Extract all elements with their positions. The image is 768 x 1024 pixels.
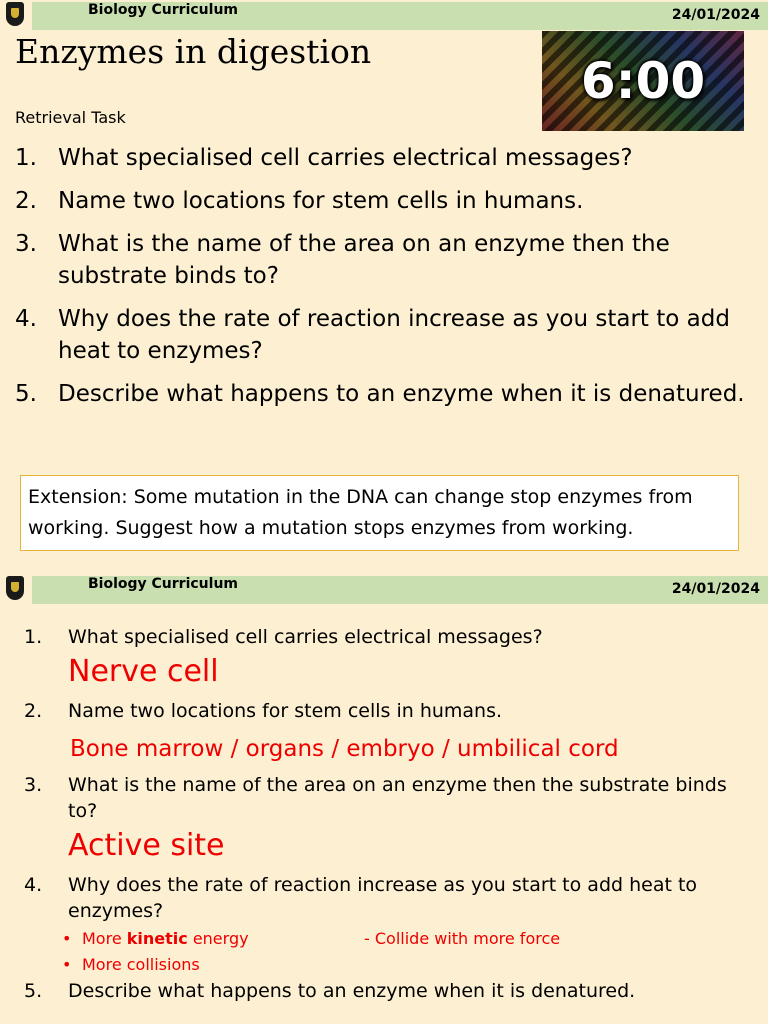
bullet-extra-text: - Collide with more force: [364, 929, 561, 948]
answer-text: Bone marrow / organs / embryo / umbilical cord: [70, 736, 619, 762]
answer-bullets: [62, 926, 754, 978]
question-number: 3.: [24, 774, 43, 796]
question-text: Name two locations for stem cells in humans.: [68, 700, 503, 722]
question-list: [15, 142, 745, 421]
answer-item: [24, 624, 754, 692]
answer-item: [24, 772, 754, 866]
header-green-bar: [32, 576, 768, 604]
answer-list: [24, 624, 754, 1004]
bullet-text-post: energy: [187, 929, 249, 948]
school-crest-icon: [6, 576, 24, 600]
bullet-text-pre: More: [82, 929, 127, 948]
question-text: Why does the rate of reaction increase as you start to add heat to enzymes?: [68, 874, 698, 922]
question-text: What is the name of the area on an enzyme then the substrate binds to?: [58, 231, 670, 289]
question-item: [15, 185, 745, 217]
header-bar: [0, 0, 768, 30]
question-text: Name two locations for stem cells in humans.: [58, 188, 584, 214]
question-item: [15, 303, 745, 367]
question-text: What specialised cell carries electrical messages?: [58, 145, 633, 171]
question-number: 1.: [15, 145, 37, 171]
question-text: Describe what happens to an enzyme when it is denatured.: [68, 980, 636, 1002]
subject-label: Biology Curriculum: [88, 2, 238, 18]
date-label: 24/01/2024: [671, 7, 760, 23]
date-label: 24/01/2024: [671, 581, 760, 597]
answer-item: [24, 698, 754, 764]
answer-text: Active site: [68, 828, 225, 863]
answer-bullet: [62, 926, 754, 952]
answer-text: Nerve cell: [68, 654, 219, 689]
question-text: What specialised cell carries electrical messages?: [68, 626, 543, 648]
retrieval-task-label: Retrieval Task: [15, 108, 126, 127]
question-number: 4.: [15, 306, 37, 332]
slide-title: Enzymes in digestion: [15, 32, 372, 71]
question-text: Why does the rate of reaction increase as you start to add heat to enzymes?: [58, 306, 730, 364]
extension-box: Extension: Some mutation in the DNA can change stop enzymes from working. Suggest how a mutation stops enzymes from working.: [20, 475, 739, 551]
countdown-timer: [542, 31, 744, 131]
question-text: What is the name of the area on an enzyme then the substrate binds to?: [68, 774, 727, 822]
question-number: 3.: [15, 231, 37, 257]
question-text: Describe what happens to an enzyme when it is denatured.: [58, 381, 745, 407]
answer-item: [24, 872, 754, 978]
subject-label: Biology Curriculum: [88, 576, 238, 592]
question-number: 5.: [24, 980, 43, 1002]
timer-value: 6:00: [580, 52, 706, 110]
school-crest-icon: [6, 2, 24, 26]
question-number: 1.: [24, 626, 43, 648]
question-item: [15, 378, 745, 410]
bullet-text-bold: kinetic: [126, 929, 188, 948]
question-item: [15, 142, 745, 174]
answer-bullet: • More collisions: [62, 952, 754, 978]
question-number: 5.: [15, 381, 37, 407]
question-number: 2.: [15, 188, 37, 214]
header-green-bar: [32, 2, 768, 30]
answer-item: [24, 978, 754, 1004]
question-number: 2.: [24, 700, 43, 722]
slide-answers: [0, 574, 768, 1024]
question-item: [15, 228, 745, 292]
header-bar: [0, 574, 768, 604]
question-number: 4.: [24, 874, 43, 896]
